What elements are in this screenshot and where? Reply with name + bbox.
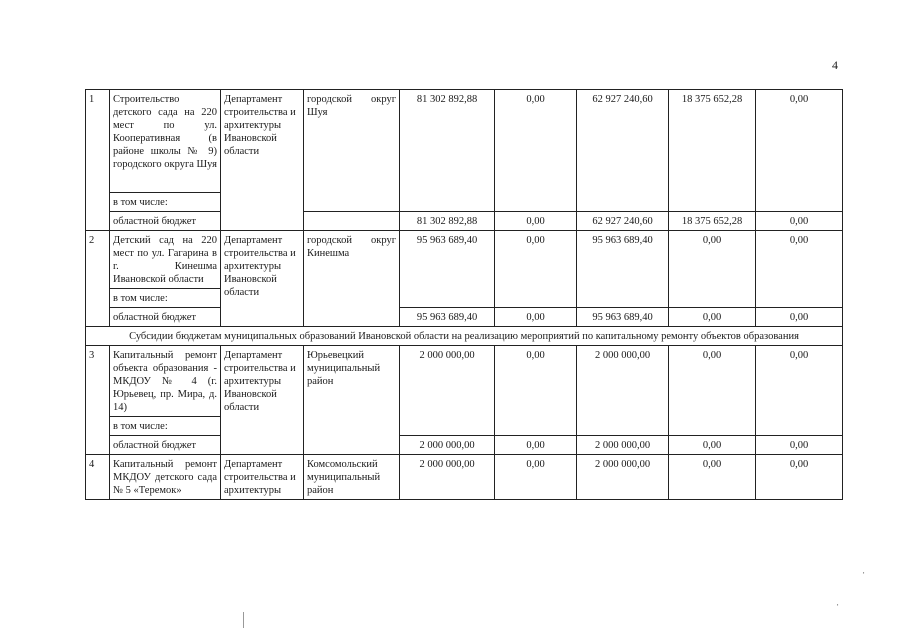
table-row [86,308,843,327]
object-name: Капитальный ремонт МКДОУ детского сада № 5 «Теремок» [110,455,221,500]
budget-year-1: 0,00 [495,308,577,327]
table-row [86,436,843,455]
budget-year-4: 0,00 [756,436,843,455]
municipality: Юрьевецкий муниципальный район [304,346,400,455]
object-name: Капитальный ремонт объекта образования - МКДОУ № 4 (г. Юрьевец, пр. Мира, д. 14) [110,346,221,417]
budget-year-1: 0,00 [495,436,577,455]
municipality-empty [304,212,400,231]
scan-artifact-line [243,612,244,628]
value-year-4: 0,00 [756,455,843,500]
value-year-2: 62 927 240,60 [577,90,669,212]
value-year-3: 0,00 [669,231,756,308]
budget-year-4: 0,00 [756,308,843,327]
value-total: 81 302 892,88 [400,90,495,212]
department: Департамент строительства и архитектуры Ивановской области [221,346,304,455]
value-year-1: 0,00 [495,231,577,308]
department: Департамент строительства и архитектуры [221,455,304,500]
budget-total: 95 963 689,40 [400,308,495,327]
value-year-4: 0,00 [756,231,843,308]
municipality: городской округ Кинешма [304,231,400,327]
table-row [86,90,843,193]
value-total: 95 963 689,40 [400,231,495,308]
budget-year-3: 0,00 [669,436,756,455]
funding-table [85,89,843,500]
value-year-1: 0,00 [495,346,577,436]
department: Департамент строительства и архитектуры Ивановской области [221,90,304,231]
budget-year-4: 0,00 [756,212,843,231]
value-year-4: 0,00 [756,346,843,436]
table-row [86,231,843,289]
object-name: Строительство детского сада на 220 мест по ул. Кооперативная (в районе школы № 9) городского округа Шуя [110,90,221,193]
budget-label: областной бюджет [110,308,221,327]
including-label: в том числе: [110,193,221,212]
budget-year-1: 0,00 [495,212,577,231]
value-total: 2 000 000,00 [400,455,495,500]
row-number: 1 [86,90,110,231]
municipality: городской округ Шуя [304,90,400,212]
section-heading: Субсидии бюджетам муниципальных образований Ивановской области на реализацию мероприятий по капитальному ремонту объектов образования [86,327,843,346]
row-number: 2 [86,231,110,327]
table-row [86,327,843,346]
including-label: в том числе: [110,289,221,308]
value-year-4: 0,00 [756,90,843,212]
scan-artifact-dot: ⋅ [836,600,840,610]
municipality: Комсомольский муниципальный район [304,455,400,500]
value-year-3: 0,00 [669,346,756,436]
page-number: 4 [832,58,838,72]
value-year-3: 18 375 652,28 [669,90,756,212]
table-row [86,346,843,417]
table-row [86,212,843,231]
row-number: 3 [86,346,110,455]
including-label: в том числе: [110,417,221,436]
department: Департамент строительства и архитектуры Ивановской области [221,231,304,327]
budget-label: областной бюджет [110,212,221,231]
value-year-2: 95 963 689,40 [577,231,669,308]
budget-year-3: 18 375 652,28 [669,212,756,231]
budget-year-2: 2 000 000,00 [577,436,669,455]
budget-total: 2 000 000,00 [400,436,495,455]
value-total: 2 000 000,00 [400,346,495,436]
object-name: Детский сад на 220 мест по ул. Гагарина в г. Кинешма Ивановской области [110,231,221,289]
value-year-2: 2 000 000,00 [577,455,669,500]
budget-label: областной бюджет [110,436,221,455]
budget-year-3: 0,00 [669,308,756,327]
value-year-2: 2 000 000,00 [577,346,669,436]
budget-total: 81 302 892,88 [400,212,495,231]
table-row [86,455,843,500]
budget-year-2: 62 927 240,60 [577,212,669,231]
budget-year-2: 95 963 689,40 [577,308,669,327]
value-year-1: 0,00 [495,455,577,500]
scan-artifact-dot: ⋅ [862,568,866,578]
value-year-3: 0,00 [669,455,756,500]
value-year-1: 0,00 [495,90,577,212]
row-number: 4 [86,455,110,500]
